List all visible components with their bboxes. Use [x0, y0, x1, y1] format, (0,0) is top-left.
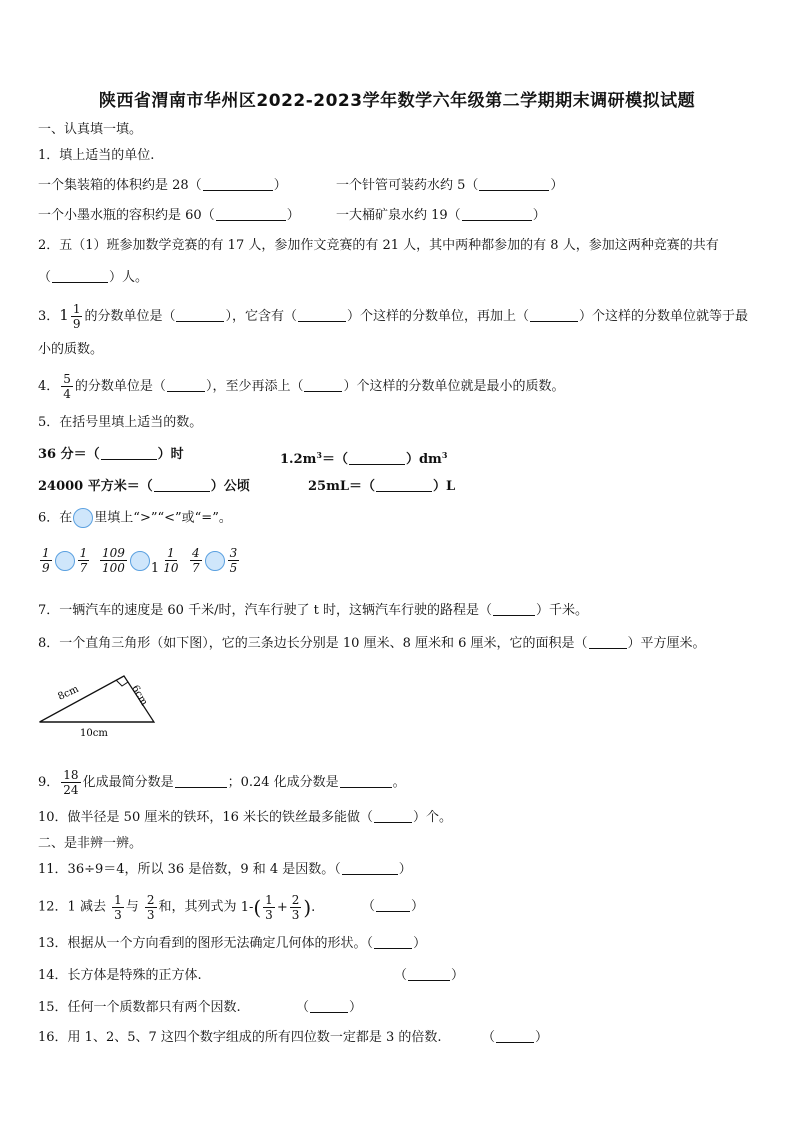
- question-6-pair-2: $\frac{109}{100}$ 1 $\frac{1}{10}$: [102, 546, 179, 576]
- fraction: $\frac{1}{7}$: [79, 546, 88, 575]
- question-16: 16．用 1、2、5、7 这四个数字组成的所有四位数一定都是 3 的倍数.: [38, 1030, 442, 1045]
- question-6-pair-3: [188, 544, 241, 578]
- answer-blank[interactable]: [376, 897, 410, 912]
- question-1: [38, 146, 154, 166]
- question-15: 15．任何一个质数都只有两个因数.: [38, 1000, 241, 1015]
- compare-circle-input[interactable]: [205, 551, 225, 571]
- fraction: $\frac{5}{4}$: [63, 372, 71, 401]
- question-5-c: 24000 平方米＝（ ）公顷: [38, 479, 250, 494]
- question-14: 14．长方体是特殊的正方体.: [38, 968, 202, 983]
- question-13: 13．根据从一个方向看到的图形无法确定几何体的形状。（ ）: [38, 936, 427, 951]
- answer-blank[interactable]: [479, 176, 549, 191]
- expression: 1-( $\frac{1}{3}$ + $\frac{2}{3}$ ).: [240, 892, 316, 922]
- answer-blank[interactable]: [374, 808, 412, 823]
- fraction: $\frac{2}{3}$: [291, 892, 300, 922]
- question-8: 8．一个直角三角形（如下图），它的三条边长分别是 10 厘米、8 厘米和 6 厘米，它的面积是（ ）平方厘米。: [38, 636, 706, 651]
- answer-blank[interactable]: [203, 176, 273, 191]
- answer-blank[interactable]: [304, 377, 342, 392]
- answer-blank[interactable]: [216, 206, 286, 221]
- right-triangle-figure: [36, 670, 156, 740]
- side-label-8cm: 8cm: [56, 683, 81, 703]
- section-heading-2: 二、是非辨一辨。: [38, 836, 143, 851]
- section-heading-1: 一、认真填一填。: [38, 122, 143, 137]
- question-5: 5．在括号里填上适当的数。: [38, 415, 203, 430]
- answer-blank[interactable]: [52, 268, 108, 283]
- compare-circle-icon: [73, 508, 93, 528]
- question-6: 6．在 里填上“>”“<”或“=”。: [38, 508, 232, 529]
- answer-blank[interactable]: [298, 307, 346, 322]
- question-7: 7．一辆汽车的速度是 60 千米/时，汽车行驶了 t 时，这辆汽车行驶的路程是（ ）千米。: [38, 603, 588, 618]
- fraction: $\frac{4}{7}$: [192, 546, 200, 575]
- question-4: 4． $\frac{5}{4}$ 的分数单位是（ ），至少再添上（ ）个这样的分数单位就是最小的质数。: [38, 372, 565, 401]
- question-1-row-2: 一个小墨水瓶的容积约是 60（ ）: [38, 208, 300, 223]
- answer-blank[interactable]: [530, 307, 578, 322]
- question-3: 3．1 $\frac{1}{9}$ 的分数单位是（ ），它含有（ ）个这样的分数单位，再加上（ ）个这样的分数单位就等于最: [38, 302, 749, 331]
- answer-blank[interactable]: [462, 206, 532, 221]
- answer-blank[interactable]: [154, 477, 210, 492]
- answer-blank[interactable]: [101, 445, 157, 460]
- answer-blank[interactable]: [374, 934, 412, 949]
- fraction: $\frac{1}{3}$: [114, 892, 122, 922]
- fraction: $\frac{3}{5}$: [229, 546, 238, 575]
- fraction: $\frac{2}{3}$: [146, 892, 155, 922]
- question-6-pair-1: [38, 544, 91, 578]
- fraction: $\frac{1}{3}$: [265, 892, 273, 922]
- fraction: $\frac{109}{100}$: [102, 546, 125, 575]
- question-3-cont: 小的质数。: [38, 342, 104, 357]
- question-12-answer: （ ）: [362, 899, 425, 914]
- question-15-answer: （ ）: [296, 1000, 363, 1015]
- question-2-cont: （ ）人。: [38, 270, 149, 285]
- answer-blank[interactable]: [167, 377, 205, 392]
- question-5-d: 25mL＝（ ）L: [308, 479, 456, 494]
- question-number: 1．: [38, 148, 60, 163]
- answer-blank[interactable]: [310, 998, 348, 1013]
- compare-circle-input[interactable]: [130, 551, 150, 571]
- fraction: $\frac{1}{9}$: [72, 302, 81, 331]
- right-angle-marker: [116, 680, 128, 686]
- answer-blank[interactable]: [340, 773, 392, 788]
- answer-blank[interactable]: [496, 1028, 534, 1043]
- question-14-answer: （ ）: [394, 968, 465, 983]
- page-title: 陕西省渭南市华州区2022-2023学年数学六年级第二学期期末调研模拟试题: [98, 91, 696, 111]
- question-12: 12．1 减去 $\frac{1}{3}$ 与 $\frac{2}{3}$ 和，其列式为 1-( $\frac{1}{3}$ + $\frac{2}{3}$ ).: [38, 892, 316, 922]
- question-1-row-1: 一个集装箱的体积约是 28（ ）: [38, 178, 287, 193]
- question-text: 填上适当的单位.: [59, 148, 155, 163]
- mixed-number-whole: 1: [59, 306, 69, 324]
- fraction: $\frac{1}{10}$: [163, 546, 179, 575]
- question-10: 10．做半径是 50 厘米的铁环，16 米长的铁丝最多能做（ ）个。: [38, 810, 453, 825]
- answer-blank[interactable]: [349, 450, 405, 465]
- question-9: 9． $\frac{18}{24}$ 化成最简分数是 ；0.24 化成分数是 。: [38, 768, 406, 797]
- side-label-6cm: 6cm: [129, 683, 150, 708]
- question-1-row-1b: 一个针管可装药水约 5（ ）: [336, 178, 564, 193]
- compare-circle-input[interactable]: [55, 551, 75, 571]
- answer-blank[interactable]: [408, 966, 450, 981]
- answer-blank[interactable]: [176, 307, 224, 322]
- answer-blank[interactable]: [376, 477, 432, 492]
- answer-blank[interactable]: [493, 601, 535, 616]
- answer-blank[interactable]: [175, 773, 227, 788]
- fraction: $\frac{18}{24}$: [63, 768, 79, 797]
- question-1-row-2b: 一大桶矿泉水约 19（ ）: [336, 208, 546, 223]
- answer-blank[interactable]: [342, 860, 398, 875]
- question-11: 11．36÷9＝4，所以 36 是倍数，9 和 4 是因数。（ ）: [38, 862, 412, 877]
- side-label-10cm: 10cm: [80, 728, 108, 739]
- answer-blank[interactable]: [589, 634, 627, 649]
- question-5-a: 36 分＝（ ）时: [38, 447, 184, 462]
- question-16-answer: （ ）: [482, 1030, 549, 1045]
- fraction: $\frac{1}{9}$: [42, 546, 50, 575]
- question-5-b: $1.2m^3=$（ ）$dm^3$: [280, 450, 448, 467]
- question-2: 2．五（1）班参加数学竞赛的有 17 人，参加作文竞赛的有 21 人，其中两种都参加的有 8 人，参加这两种竞赛的共有: [38, 238, 719, 253]
